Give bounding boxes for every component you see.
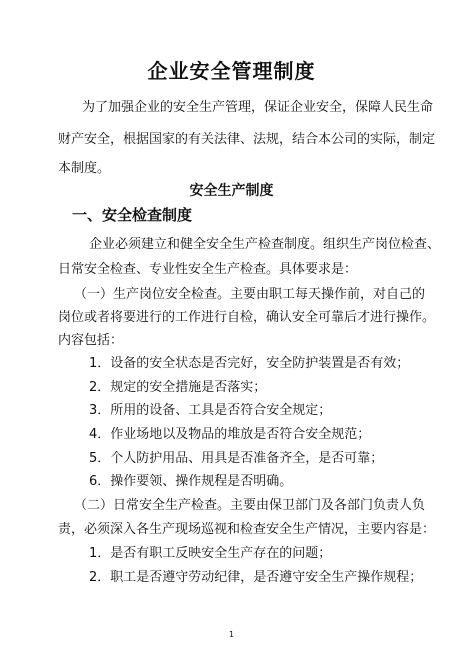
intro-line-3: 本制度。	[58, 161, 111, 176]
para-1-line-1: 企业必须建立和健全安全生产检查制度。组织生产岗位检查、	[89, 237, 441, 252]
page-number: 1	[228, 630, 235, 639]
intro-line-1: 为了加强企业的安全生产管理，保证企业安全，保障人民生命	[82, 100, 434, 115]
para-2-line-1: （一）生产岗位安全检查。主要由职工每天操作前，对自己的	[74, 287, 426, 302]
para-2-line-3: 内容包括：	[58, 333, 124, 348]
para-3-line-2: 责，必须深入各生产现场巡视和检查安全生产情况，主要内容是：	[58, 522, 436, 537]
intro-line-2: 财产安全，根据国家的有关法律、法规，结合本公司的实际，制定	[58, 132, 436, 147]
list-1-item-4: 4．作业场地以及物品的堆放是否符合安全规范；	[89, 427, 371, 442]
para-2-line-2: 岗位或者将要进行的工作进行自检，确认安全可靠后才进行操作。	[58, 310, 436, 325]
list-1-item-2: 2．规定的安全措施是否落实；	[89, 380, 267, 395]
list-1-item-5: 5．个人防护用品、用具是否准备齐全，是否可靠；	[89, 451, 384, 466]
list-1-item-1: 1．设备的安全状态是否完好，安全防护装置是否有效；	[89, 356, 410, 371]
document-title: 企业安全管理制度	[147, 59, 316, 83]
section-title: 安全生产制度	[189, 183, 274, 199]
list-2-item-2: 2．职工是否遵守劳动纪律，是否遵守安全生产操作规程；	[89, 570, 423, 585]
para-1-line-2: 日常安全检查、专业性安全生产检查。具体要求是：	[58, 262, 358, 277]
para-3-line-1: （二）日常安全生产检查。主要由保卫部门及各部门负责人负	[74, 498, 426, 513]
heading-1: 一、安全检查制度	[72, 206, 193, 224]
list-2-item-1: 1．是否有职工反映安全生产存在的问题；	[89, 546, 332, 561]
list-1-item-3: 3．所用的设备、工具是否符合安全规定；	[89, 403, 332, 418]
list-1-item-6: 6．操作要领、操作规程是否明确。	[89, 474, 293, 489]
